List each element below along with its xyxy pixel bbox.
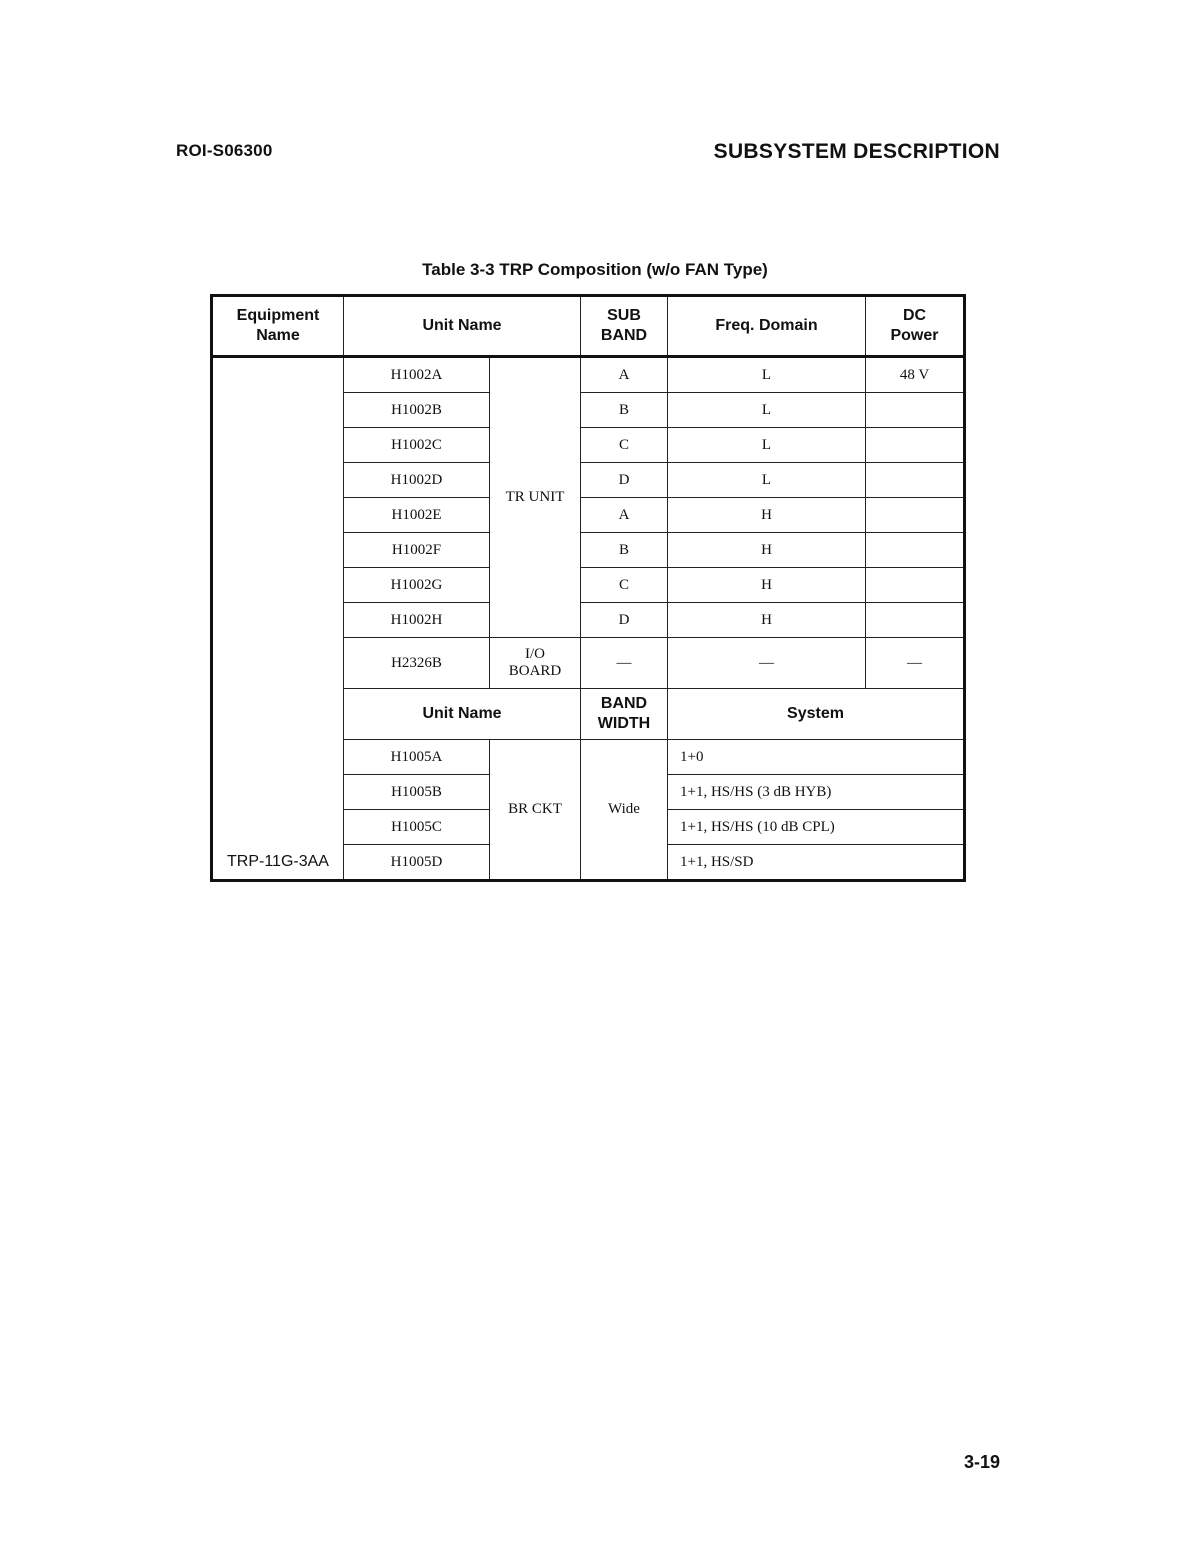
unit-cell: H1002E [344, 498, 490, 533]
sub-band-cell: D [581, 603, 668, 638]
dc-power-cell [866, 463, 965, 498]
freq-domain-cell: — [668, 638, 866, 689]
unit-cell: H2326B [344, 638, 490, 689]
unit-cell: H1002G [344, 568, 490, 603]
tr-unit-group-cell: TR UNIT [490, 357, 581, 638]
unit-cell: H1005D [344, 845, 490, 881]
br-ckt-group-cell: BR CKT [490, 740, 581, 881]
unit-cell: H1005A [344, 740, 490, 775]
freq-domain-cell: L [668, 393, 866, 428]
dc-power-cell [866, 533, 965, 568]
equipment-name-cell: TRP-11G-3AA [212, 357, 344, 881]
table-header-row [212, 296, 965, 357]
sub-band-cell: — [581, 638, 668, 689]
freq-domain-cell: H [668, 603, 866, 638]
header-sub-band: SUB BAND [581, 296, 668, 357]
sub-band-cell: D [581, 463, 668, 498]
sub-band-cell: B [581, 393, 668, 428]
freq-domain-cell: L [668, 428, 866, 463]
header-dc-power: DC Power [866, 296, 965, 357]
system-cell: 1+1, HS/HS (3 dB HYB) [668, 775, 965, 810]
band-width-cell: Wide [581, 740, 668, 881]
header-unit-name: Unit Name [344, 296, 581, 357]
subheader-system: System [668, 689, 965, 740]
unit-cell: H1005C [344, 810, 490, 845]
unit-cell: H1002C [344, 428, 490, 463]
sub-band-cell: B [581, 533, 668, 568]
dc-power-cell [866, 498, 965, 533]
sub-band-cell: C [581, 568, 668, 603]
freq-domain-cell: L [668, 357, 866, 393]
table-row [212, 357, 965, 393]
dc-power-cell [866, 568, 965, 603]
system-cell: 1+1, HS/HS (10 dB CPL) [668, 810, 965, 845]
dc-power-cell [866, 393, 965, 428]
sub-band-cell: A [581, 498, 668, 533]
freq-domain-cell: H [668, 568, 866, 603]
system-cell: 1+0 [668, 740, 965, 775]
table-caption: Table 3-3 TRP Composition (w/o FAN Type) [422, 260, 768, 279]
unit-cell: H1002A [344, 357, 490, 393]
unit-cell: H1002F [344, 533, 490, 568]
io-board-cell: I/O BOARD [490, 638, 581, 689]
unit-cell: H1002D [344, 463, 490, 498]
freq-domain-cell: L [668, 463, 866, 498]
freq-domain-cell: H [668, 533, 866, 568]
unit-cell: H1002B [344, 393, 490, 428]
subheader-band-width: BAND WIDTH [581, 689, 668, 740]
dc-power-cell: 48 V [866, 357, 965, 393]
dc-power-cell: — [866, 638, 965, 689]
section-title: SUBSYSTEM DESCRIPTION [713, 140, 1000, 163]
dc-power-cell [866, 428, 965, 463]
freq-domain-cell: H [668, 498, 866, 533]
sub-band-cell: C [581, 428, 668, 463]
sub-band-cell: A [581, 357, 668, 393]
header-equipment-name: Equipment Name [212, 296, 344, 357]
unit-cell: H1002H [344, 603, 490, 638]
page-number: 3-19 [963, 1452, 1000, 1472]
system-cell: 1+1, HS/SD [668, 845, 965, 881]
subheader-unit-name: Unit Name [344, 689, 581, 740]
document-id: ROI-S06300 [176, 141, 273, 160]
dc-power-cell [866, 603, 965, 638]
trp-composition-table [210, 294, 966, 882]
header-freq-domain: Freq. Domain [668, 296, 866, 357]
unit-cell: H1005B [344, 775, 490, 810]
